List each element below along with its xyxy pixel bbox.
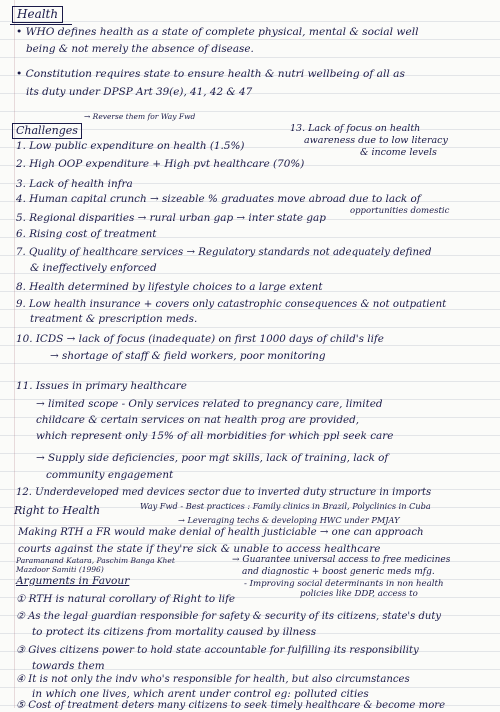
arguments-heading: Arguments in Favour [16,575,130,587]
challenge-item: childcare & certain services on nat health prog are provided, [36,414,360,426]
rth-line: → Leveraging techs & developing HWC under PMJAY [178,515,400,525]
intro-line: • WHO defines health as a state of complete physical, mental & social well [16,26,419,38]
challenge-item: 10. ICDS → lack of focus (inadequate) on first 1000 days of child's life [16,333,384,345]
section-title-rth: Right to Health [14,504,101,517]
challenge-item: → limited scope - Only services related to pregnancy care, limited [36,398,383,410]
argument-item: ② As the legal guardian responsible for safety & security of its citizens, state's duty [16,611,441,622]
challenge-item: → shortage of staff & field workers, poor monitoring [50,350,326,362]
rth-line: → Guarantee universal access to free medicines [232,555,451,565]
challenge-item: 3. Lack of health infra [16,178,133,190]
rth-line: and diagnostic + boost generic meds mfg. [242,567,435,577]
challenge-item: → Supply side deficiencies, poor mgt skills, lack of training, lack of [36,452,389,464]
case-note: Paramanand Katara, Paschim Banga Khet Mazdoor Samiti (1996) [16,556,175,574]
intro-line: • Constitution requires state to ensure health & nutri wellbeing of all as [16,68,405,80]
challenge-item: 1. Low public expenditure on health (1.5%) [16,140,245,152]
challenge-item: 12. Underdeveloped med devices sector due to inverted duty structure in imports [16,487,432,498]
challenge-item: which represent only 15% of all morbidities for which ppl seek care [36,430,394,442]
challenge-item: 5. Regional disparities → rural urban gap → inter state gap [16,212,326,224]
rth-line: Making RTH a FR would make denial of health justiciable → one can approach [18,527,424,538]
challenge-item: 8. Health determined by lifestyle choices to a large extent [16,281,323,293]
challenge-item: 11. Issues in primary healthcare [16,380,187,392]
side-note-awareness: 13. Lack of focus on health awareness due to low literacy & income levels [290,123,448,158]
argument-item: ③ Gives citizens power to hold state accountable for fulfilling its responsibility [16,645,419,656]
page-margin-line [14,0,15,708]
challenge-item: opportunities domestic [350,206,450,216]
challenge-item: & ineffectively enforced [30,262,157,274]
intro-line: its duty under DPSP Art 39(e), 41, 42 & 47 [26,86,253,98]
challenge-item: 7. Quality of healthcare services → Regulatory standards not adequately defined [16,247,432,258]
rth-line: courts against the state if they're sick & unable to access healthcare [18,543,381,555]
challenge-item: treatment & prescription meds. [30,313,198,325]
challenge-item: community engagement [46,469,174,481]
argument-item: towards them [32,660,105,672]
intro-line: being & not merely the absence of disease. [26,43,254,55]
challenge-item: 6. Rising cost of treatment [16,228,157,240]
challenge-item: 9. Low health insurance + covers only catastrophic consequences & not outpatient [16,299,447,310]
argument-item: ⑤ Cost of treatment deters many citizens to seek timely healthcare & become more [16,700,446,711]
challenge-item: 4. Human capital crunch → sizeable % graduates move abroad due to lack of [16,193,421,205]
rth-line: Way Fwd - Best practices : Family clinics in Brazil, Polyclinics in Cuba [140,501,431,511]
argument-item: in which one lives, which arent under control eg: polluted cities [32,688,369,700]
rth-line: - Improving social determinants in non health [244,579,444,589]
argument-item: ① RTH is natural corollary of Right to life [16,593,236,605]
challenge-item: 2. High OOP expenditure + High pvt healthcare (70%) [16,158,305,170]
challenges-note: → Reverse them for Way Fwd [84,112,196,121]
page-heading: Health [12,6,63,23]
heading-underline [10,24,72,25]
argument-item: to protect its citizens from mortality caused by illness [32,626,317,638]
challenges-label: Challenges [12,123,82,139]
argument-item: ④ It is not only the indv who's responsible for health, but also circumstances [16,674,410,685]
rth-line: policies like DDP, access to [300,589,418,599]
